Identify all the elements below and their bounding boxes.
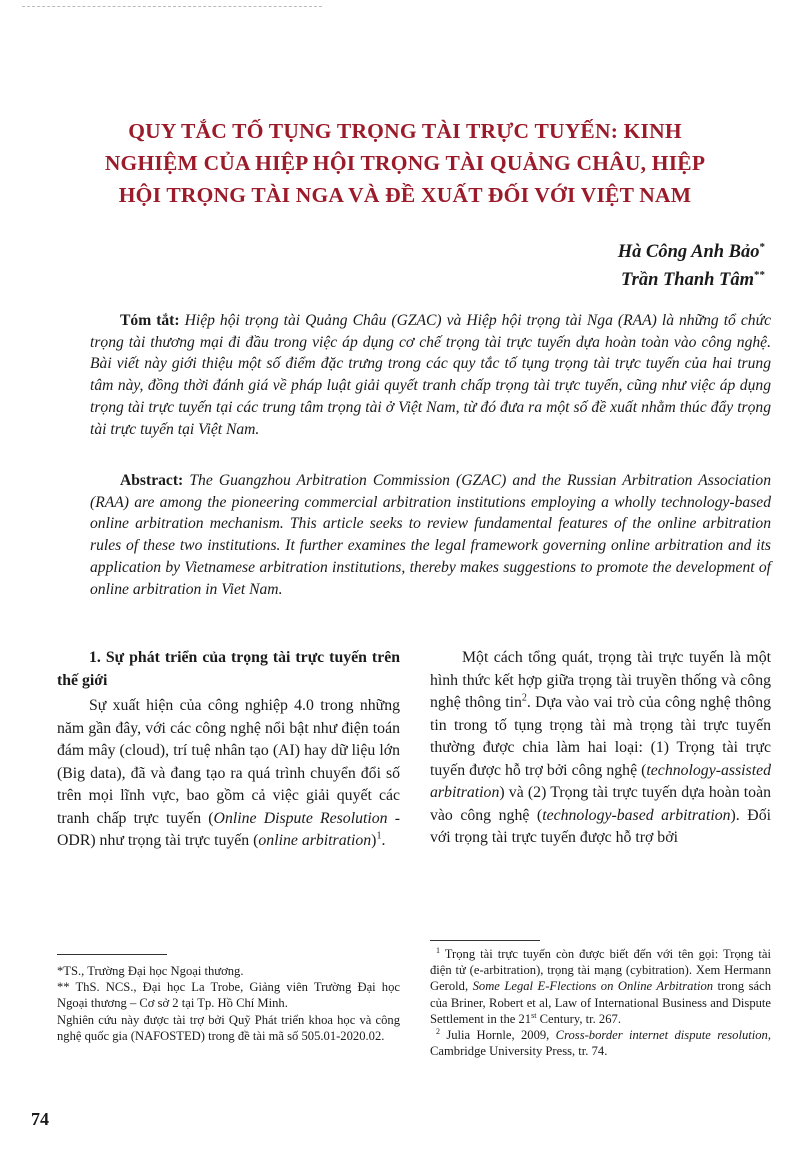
section-heading: 1. Sự phát triển của trọng tài trực tuyến trên thế giới <box>57 649 400 689</box>
footnote-funding: Nghiên cứu này được tài trợ bởi Quỹ Phát triển khoa học và công nghệ quốc gia (NAFOSTED) trong đề tài mã số 505.01-2020.02. <box>57 1012 400 1043</box>
text-run: Century, tr. 267. <box>536 1011 621 1026</box>
text-run: Một cách tổng quát, trọng tài trực tuyến là một hình thức kết hợp giữa trọng tài truyền thống và công nghệ thông tin <box>430 649 771 711</box>
column-left <box>57 647 400 853</box>
abstract-text: Hiệp hội trọng tài Quảng Châu (GZAC) và Hiệp hội trọng tài Nga (RAA) là những tổ chức trọng tài thương mại đi đầu trong việc áp dụng cơ chế trọng tài trực tuyến dựa hoàn toàn vào công nghệ. Bài viết này giới thiệu một số điểm đặc trưng trong các quy tắc tố tụng trọng tài trực tuyến của hai trung tâm này, đồng thời đánh giá về pháp luật giải quyết tranh chấp trọng tài trực tuyến, cũng như việc áp dụng trọng tài trực tuyến tại các trung tâm trọng tài ở Việt Nam, từ đó đưa ra một số đề xuất nhằm thúc đẩy trọng tài trực tuyến tại Việt Nam. <box>90 312 771 438</box>
ordinal-suffix: st <box>531 1010 537 1020</box>
title-line: HỘI TRỌNG TÀI NGA VÀ ĐỀ XUẤT ĐỐI VỚI VIỆT NAM <box>118 183 692 207</box>
text-run-italic: technology-based arbitration <box>542 806 731 824</box>
abstract-english <box>90 470 771 600</box>
header-rule <box>22 6 322 7</box>
abstract-text: The Guangzhou Arbitration Commission (GZAC) and the Russian Arbitration Association (RAA) are among the pioneering commercial arbitration institutions employing a wholly technology-based online arbitration mechanism. This article seeks to review fundamental features of the online arbitration rules of these two institutions. It further examines the legal framework governing online arbitration and its application by Vietnamese arbitration institutions, thereby makes suggestions to promote the development of online arbitration in Viet Nam. <box>90 472 771 598</box>
text-run: ) và (2) Trọng tài trực tuyến dựa hoàn toàn vào công nghệ ( <box>430 784 771 824</box>
abstract-label: Abstract: <box>120 472 184 489</box>
title-line: NGHIỆM CỦA HIỆP HỘI TRỌNG TÀI QUẢNG CHÂU, HIỆP <box>104 151 706 175</box>
author-mark: ** <box>754 268 765 281</box>
text-run: . Dựa vào vai trò của công nghệ thông tin trong tố tụng trọng tài mà trọng tài trực tuyến thường được chia làm hai loại: (1) Trọng tài trực tuyến được hỗ trợ bởi công nghệ ( <box>430 694 772 779</box>
text-run-italic: Cross-border internet dispute resolution <box>555 1028 768 1043</box>
text-run: - ODR) như trọng tài trực tuyến ( <box>57 809 401 849</box>
footnote-ref[interactable]: 1 <box>376 830 382 842</box>
text-run-italic: online arbitration <box>258 832 372 849</box>
footnote-author-2: ** ThS. NCS., Đại học La Trobe, Giảng viên Trường Đại học Ngoại thương – Cơ sở 2 tại Tp. Hồ Chí Minh. <box>57 980 400 1011</box>
footnote-mark: 2 <box>436 1026 440 1036</box>
footnote-2 <box>430 1027 771 1059</box>
text-run-italic: Some Legal E-Flections on Online Arbitration <box>472 979 714 994</box>
text-run-italic: technology-assisted arbitration <box>430 761 771 801</box>
footnotes-right <box>430 946 771 1059</box>
author-name: Hà Công Anh Bảo <box>617 242 760 262</box>
text-run: ) <box>371 832 377 849</box>
abstract-vietnamese <box>90 310 771 440</box>
footnote-author-1: *TS., Trường Đại học Ngoại thương. <box>57 964 244 978</box>
text-run: , Cambridge University Press, tr. 74. <box>430 1028 771 1059</box>
text-run: ). Đối với trọng tài trực tuyến được hỗ trợ bởi <box>430 806 771 846</box>
page-number: 74 <box>31 1109 49 1129</box>
article-title <box>60 115 750 211</box>
footnote-ref[interactable]: 2 <box>521 692 527 704</box>
paragraph-2 <box>430 647 771 850</box>
footnotes-left <box>57 963 400 1044</box>
author-name: Trần Thanh Tâm <box>621 270 754 290</box>
text-run: Julia Hornle, 2009, <box>440 1028 556 1043</box>
author-mark: * <box>759 240 765 253</box>
text-run: Trọng tài trực tuyến còn được biết đến với tên gọi: Trọng tài điện tử (e-arbitration), trọng tài mạng (cybitration). Xem Hermann Gerold, <box>430 947 771 994</box>
footnote-divider <box>57 954 167 955</box>
footnote-divider <box>430 940 540 941</box>
paragraph-1 <box>57 695 400 853</box>
text-run: trong sách của Briner, Robert et al, Law of International Business and Dispute Settlement in the 21 <box>430 979 771 1026</box>
text-run: . <box>381 832 386 849</box>
author-list <box>618 238 765 294</box>
abstract-label: Tóm tắt: <box>120 312 180 329</box>
author-1 <box>618 238 765 266</box>
footnote-1 <box>430 946 771 1027</box>
text-run-italic: Online Dispute Resolution <box>213 809 388 827</box>
text-run: Sự xuất hiện của công nghiệp 4.0 trong những năm gần đây, với các công nghệ nổi bật như điện toán đám mây (cloud), trí tuệ nhân tạo (AI) hay dữ liệu lớn (Big data), đã và đang tạo ra quá trình chuyển đổi số trên mọi lĩnh vực, bao gồm cả việc giải quyết các tranh chấp trực tuyến ( <box>57 697 400 827</box>
title-line: QUY TẮC TỐ TỤNG TRỌNG TÀI TRỰC TUYẾN: KINH <box>128 119 682 143</box>
footnote-mark: 1 <box>436 945 440 955</box>
column-right <box>430 647 771 850</box>
author-2 <box>618 266 765 294</box>
